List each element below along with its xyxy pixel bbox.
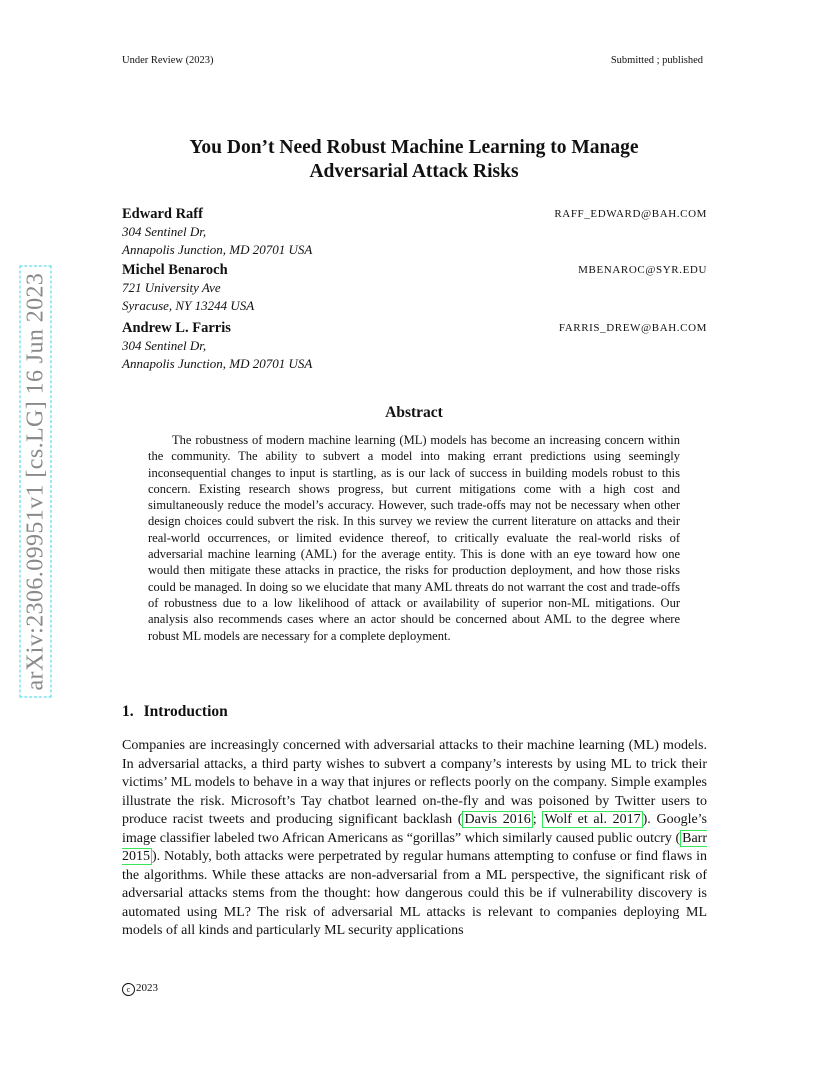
author-email: FARRIS_DREW@BAH.COM <box>558 322 707 334</box>
intro-paragraph <box>122 737 707 941</box>
arxiv-stamp[interactable] <box>22 272 50 698</box>
running-header-right: Submitted ; published <box>610 55 703 66</box>
title-line-1: You Don’t Need Robust Machine Learning to Manage <box>189 137 639 158</box>
abstract-heading: Abstract <box>385 404 443 421</box>
intro-text: ). Google’s image classifier labeled two African Americans as “gorillas” which similarly caused public outcry ( <box>122 812 708 846</box>
author-name: Andrew L. Farris <box>122 320 231 336</box>
arxiv-identifier[interactable]: arXiv:2306.09951v1 [cs.LG] 16 Jun 2023 <box>20 266 52 698</box>
author-block <box>122 262 707 315</box>
paper-title <box>100 136 728 184</box>
author-address-line: 721 University Ave <box>122 280 221 295</box>
author-address-line: Syracuse, NY 13244 USA <box>122 298 255 313</box>
copyright-notice <box>122 982 158 996</box>
title-line-2: Adversarial Attack Risks <box>309 161 519 182</box>
section-title: Introduction <box>143 703 228 720</box>
copyright-year: 2023 <box>136 982 158 994</box>
author-email: MBENAROC@SYR.EDU <box>578 264 707 276</box>
author-address-line: 304 Sentinel Dr, <box>122 338 207 353</box>
intro-text: Companies are increasingly concerned with adversarial attacks to their machine learning (ML) models. In adversarial attacks, a third party wishes to subvert a company’s interests by using ML to trick their victims’ ML models to behave in a way that injures or reflects poorly on the company. Simple examples illustrate the risk. Microsoft’s Tay chatbot learned on-the-fly and was poisoned by Twitter users to produce racist tweets and producing significant backlash ( <box>122 738 707 827</box>
citation-link[interactable]: Wolf et al. 2017 <box>544 812 641 827</box>
citation-separator: ; <box>532 812 543 827</box>
citation-link[interactable]: Davis 2016 <box>464 812 531 827</box>
author-address-line: 304 Sentinel Dr, <box>122 224 207 239</box>
author-email: RAFF_EDWARD@BAH.COM <box>554 208 707 220</box>
abstract-text: The robustness of modern machine learning (ML) models has become an increasing concern within the community. The ability to subvert a model into making errant predictions using seemingly inconsequential changes to input is startling, as is our lack of success in building models robust to this concern. Existing research shows progress, but current mitigations come with a high cost and simultaneously reduce the model’s accuracy. However, such trade-offs may not be necessary when other design choices could subvert the risk. In this survey we review the current literature on attacks and their real-world occurrences, or limited evidence thereof, to critically evaluate the real-world risks of adversarial machine learning (AML) for the average entity. This is done with an eye toward how one would then mitigate these attacks in practice, the risks for production deployment, and how those risks could be managed. In doing so we elucidate that many AML threats do not warrant the cost and trade-offs of robustness due to a low likelihood of attack or availability of superior non-ML mitigations. Our analysis also recommends cases where an actor should be concerned about AML to the degree where robust ML models are necessary for a complete deployment. <box>148 433 680 643</box>
copyright-icon: c <box>122 983 135 996</box>
section-heading <box>122 703 228 721</box>
author-address-line: Annapolis Junction, MD 20701 USA <box>122 356 313 371</box>
author-name: Edward Raff <box>122 206 203 222</box>
citation-link[interactable]: Barr 2015 <box>122 830 707 864</box>
author-name: Michel Benaroch <box>122 262 228 278</box>
running-header-left: Under Review (2023) <box>122 55 214 66</box>
author-block <box>122 320 707 373</box>
section-number: 1. <box>122 703 134 720</box>
intro-text: ). Notably, both attacks were perpetrated by regular humans attempting to confuse or find flaws in the algorithms. While these attacks are non-adversarial from a ML perspective, the significant risk of adversarial attacks stems from the thought: how dangerous could this be if vulnerability discovery is automated using ML? The risk of adversarial ML attacks is relevant to companies deploying ML models of all kinds and particularly ML security applications <box>122 849 707 938</box>
author-block <box>122 206 707 259</box>
author-address-line: Annapolis Junction, MD 20701 USA <box>122 242 313 257</box>
